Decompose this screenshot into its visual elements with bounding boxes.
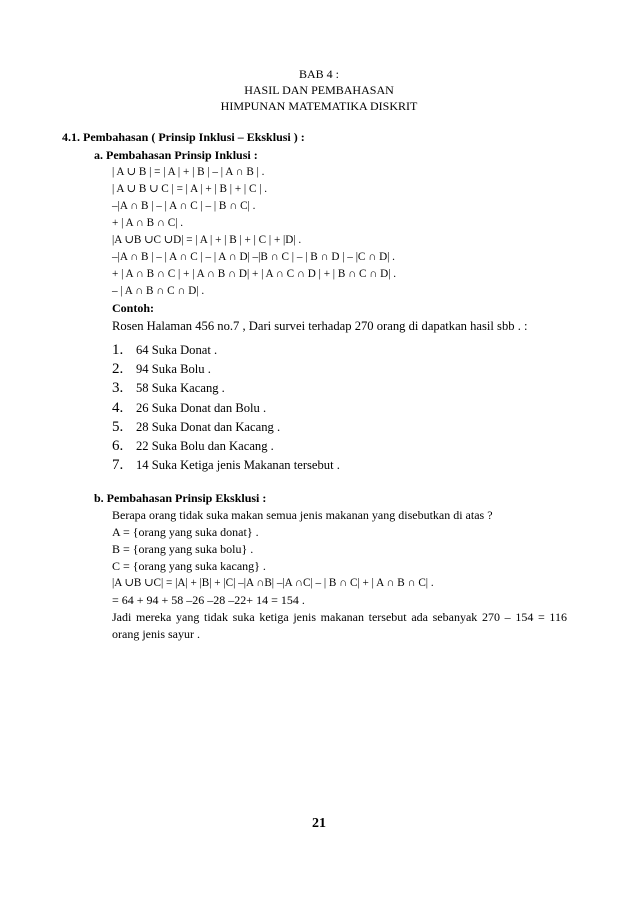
list-item	[112, 378, 340, 397]
list-text: 26 Suka Donat dan Bolu .	[136, 400, 267, 415]
list-text: 14 Suka Ketiga jenis Makanan tersebut .	[136, 458, 340, 473]
list-number: 1.	[112, 342, 124, 358]
list-item	[112, 417, 340, 436]
list-text: 22 Suka Bolu dan Kacang .	[136, 438, 274, 453]
list-number: 3.	[112, 380, 124, 397]
example-label: Contoh:	[112, 301, 155, 315]
list-text: 28 Suka Donat dan Kacang .	[136, 419, 281, 434]
inklusi-formulas	[112, 164, 572, 336]
chapter-subtitle: HIMPUNAN MATEMATIKA DISKRIT	[220, 99, 418, 113]
formula-line: –|A ∩ B | – | A ∩ C | – | A ∩ D| –|B ∩ C | – | B ∩ D | – |C ∩ D| .	[112, 251, 395, 263]
list-text: 58 Suka Kacang .	[136, 381, 225, 396]
formula-line: | A ∪ B | = | A | + | B | – | A ∩ B | .	[112, 166, 265, 178]
chapter-title: HASIL DAN PEMBAHASAN	[244, 83, 394, 97]
formula-line: |A ∪B ∪C ∪D| = | A | + | B | + | C | + |D| .	[112, 234, 302, 246]
eksklusi-heading: b. Pembahasan Prinsip Eksklusi :	[94, 491, 267, 505]
set-definition: A = {orang yang suka donat} .	[112, 525, 259, 539]
formula-line: –|A ∩ B | – | A ∩ C | – | B ∩ C| .	[112, 200, 256, 212]
list-item	[112, 398, 340, 417]
list-item	[112, 455, 340, 474]
list-number: 7.	[112, 457, 124, 474]
list-number: 4.	[112, 399, 124, 416]
eksklusi-body	[112, 507, 572, 643]
exclusion-formula: |A ∪B ∪C| = |A| + |B| + |C| –|A ∩B| –|A ∩C| – | B ∩ C| + | A ∩ B ∩ C| .	[112, 577, 434, 589]
list-number: 2.	[112, 361, 124, 378]
list-text: 64 Suka Donat .	[136, 343, 218, 357]
list-item	[112, 340, 340, 359]
formula-line: + | A ∩ B ∩ C | + | A ∩ B ∩ D| + | A ∩ C ∩ D | + | B ∩ C ∩ D| .	[112, 268, 397, 280]
formula-line: – | A ∩ B ∩ C ∩ D| .	[112, 285, 205, 297]
list-item	[112, 436, 340, 455]
section-heading: 4.1. Pembahasan ( Prinsip Inklusi – Eksklusi ) :	[62, 130, 305, 144]
list-text: 94 Suka Bolu .	[136, 362, 211, 377]
chapter-header	[0, 66, 638, 114]
inklusi-heading: a. Pembahasan Prinsip Inklusi :	[94, 148, 258, 162]
example-text: Rosen Halaman 456 no.7 , Dari survei terhadap 270 orang di dapatkan hasil sbb . :	[112, 319, 528, 333]
set-definition: B = {orang yang suka bolu} .	[112, 542, 254, 556]
question-text: Berapa orang tidak suka makan semua jenis makanan yang disebutkan di atas ?	[112, 508, 493, 522]
set-definition: C = {orang yang suka kacang} .	[112, 559, 266, 573]
chapter-label: BAB 4 :	[298, 67, 339, 81]
formula-line: + | A ∩ B ∩ C| .	[112, 217, 184, 229]
page-number: 21	[312, 816, 326, 831]
formula-line: | A ∪ B ∪ C | = | A | + | B | + | C | .	[112, 183, 268, 195]
list-number: 5.	[112, 418, 124, 435]
survey-list	[112, 340, 340, 474]
list-number: 6.	[112, 437, 124, 454]
list-item	[112, 359, 340, 378]
conclusion-text: Jadi mereka yang tidak suka ketiga jenis makanan tersebut ada sebanyak 270 – 154 = 116 orang jenis sayur .	[112, 610, 567, 641]
calculation: = 64 + 94 + 58 –26 –28 –22+ 14 = 154 .	[112, 593, 305, 607]
